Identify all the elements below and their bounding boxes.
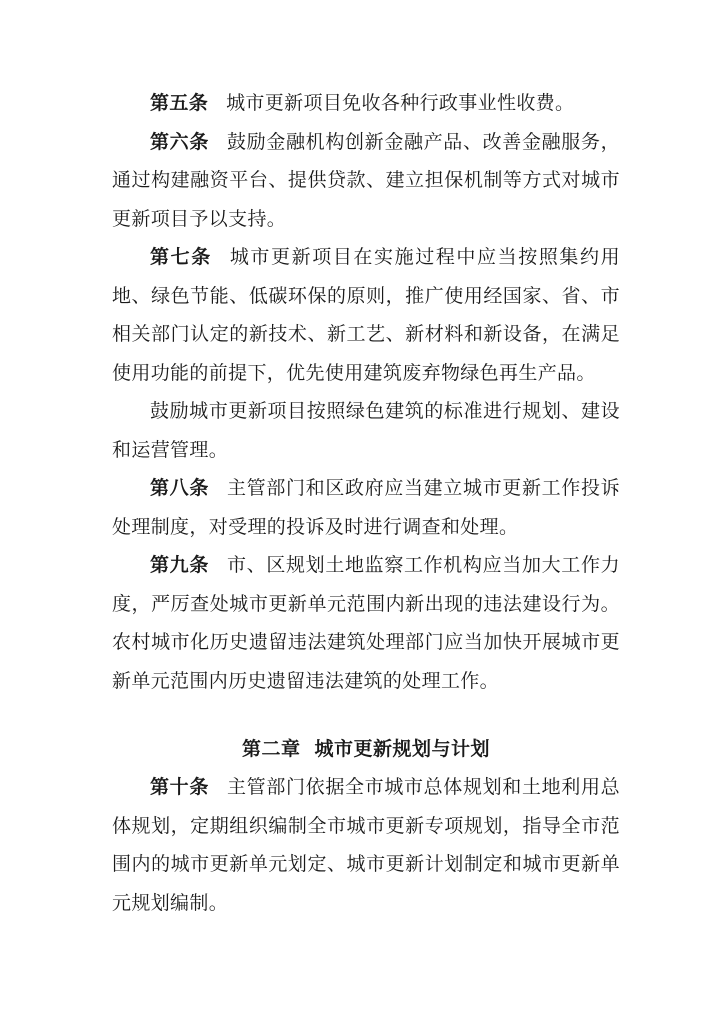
article-text: 市、区规划土地监察工作机构应当加大工作力度，严厉查处城市更新单元范围内新出现的违法建设行为。农村城市化历史遗留违法建筑处理部门应当加快开展城市更新单元范围内历史遗留违法建筑的处理工作。 <box>112 554 620 692</box>
article-text: 主管部门依据全市城市总体规划和土地利用总体规划，定期组织编制全市城市更新专项规划，指导全市范围内的城市更新单元划定、城市更新计划制定和城市更新单元规划编制。 <box>112 776 620 914</box>
article-label: 第五条 <box>150 92 209 114</box>
chapter-title: 城市更新规划与计划 <box>314 738 491 760</box>
article-6 <box>112 123 620 239</box>
article-10 <box>112 768 620 922</box>
article-text: 鼓励金融机构创新金融产品、改善金融服务，通过构建融资平台、提供贷款、建立担保机制等方式对城市更新项目予以支持。 <box>112 130 620 230</box>
article-7-paragraph-2 <box>112 392 620 469</box>
article-7 <box>112 238 620 392</box>
article-text: 鼓励城市更新项目按照绿色建筑的标准进行规划、建设和运营管理。 <box>112 400 620 461</box>
article-label: 第七条 <box>150 246 212 268</box>
article-5 <box>112 84 620 123</box>
article-label: 第八条 <box>150 477 209 499</box>
article-9 <box>112 546 620 700</box>
article-text: 城市更新项目免收各种行政事业性收费。 <box>226 92 575 114</box>
article-text: 城市更新项目在实施过程中应当按照集约用地、绿色节能、低碳环保的原则，推广使用经国家、省、市相关部门认定的新技术、新工艺、新材料和新设备，在满足使用功能的前提下，优先使用建筑废弃物绿色再生产品。 <box>112 246 620 384</box>
article-label: 第十条 <box>150 776 209 798</box>
article-8 <box>112 469 620 546</box>
document-page <box>112 84 620 922</box>
article-label: 第六条 <box>150 130 209 153</box>
chapter-heading <box>112 730 620 768</box>
chapter-number: 第二章 <box>241 738 301 760</box>
article-text: 主管部门和区政府应当建立城市更新工作投诉处理制度，对受理的投诉及时进行调查和处理。 <box>112 477 620 538</box>
article-label: 第九条 <box>150 554 209 576</box>
